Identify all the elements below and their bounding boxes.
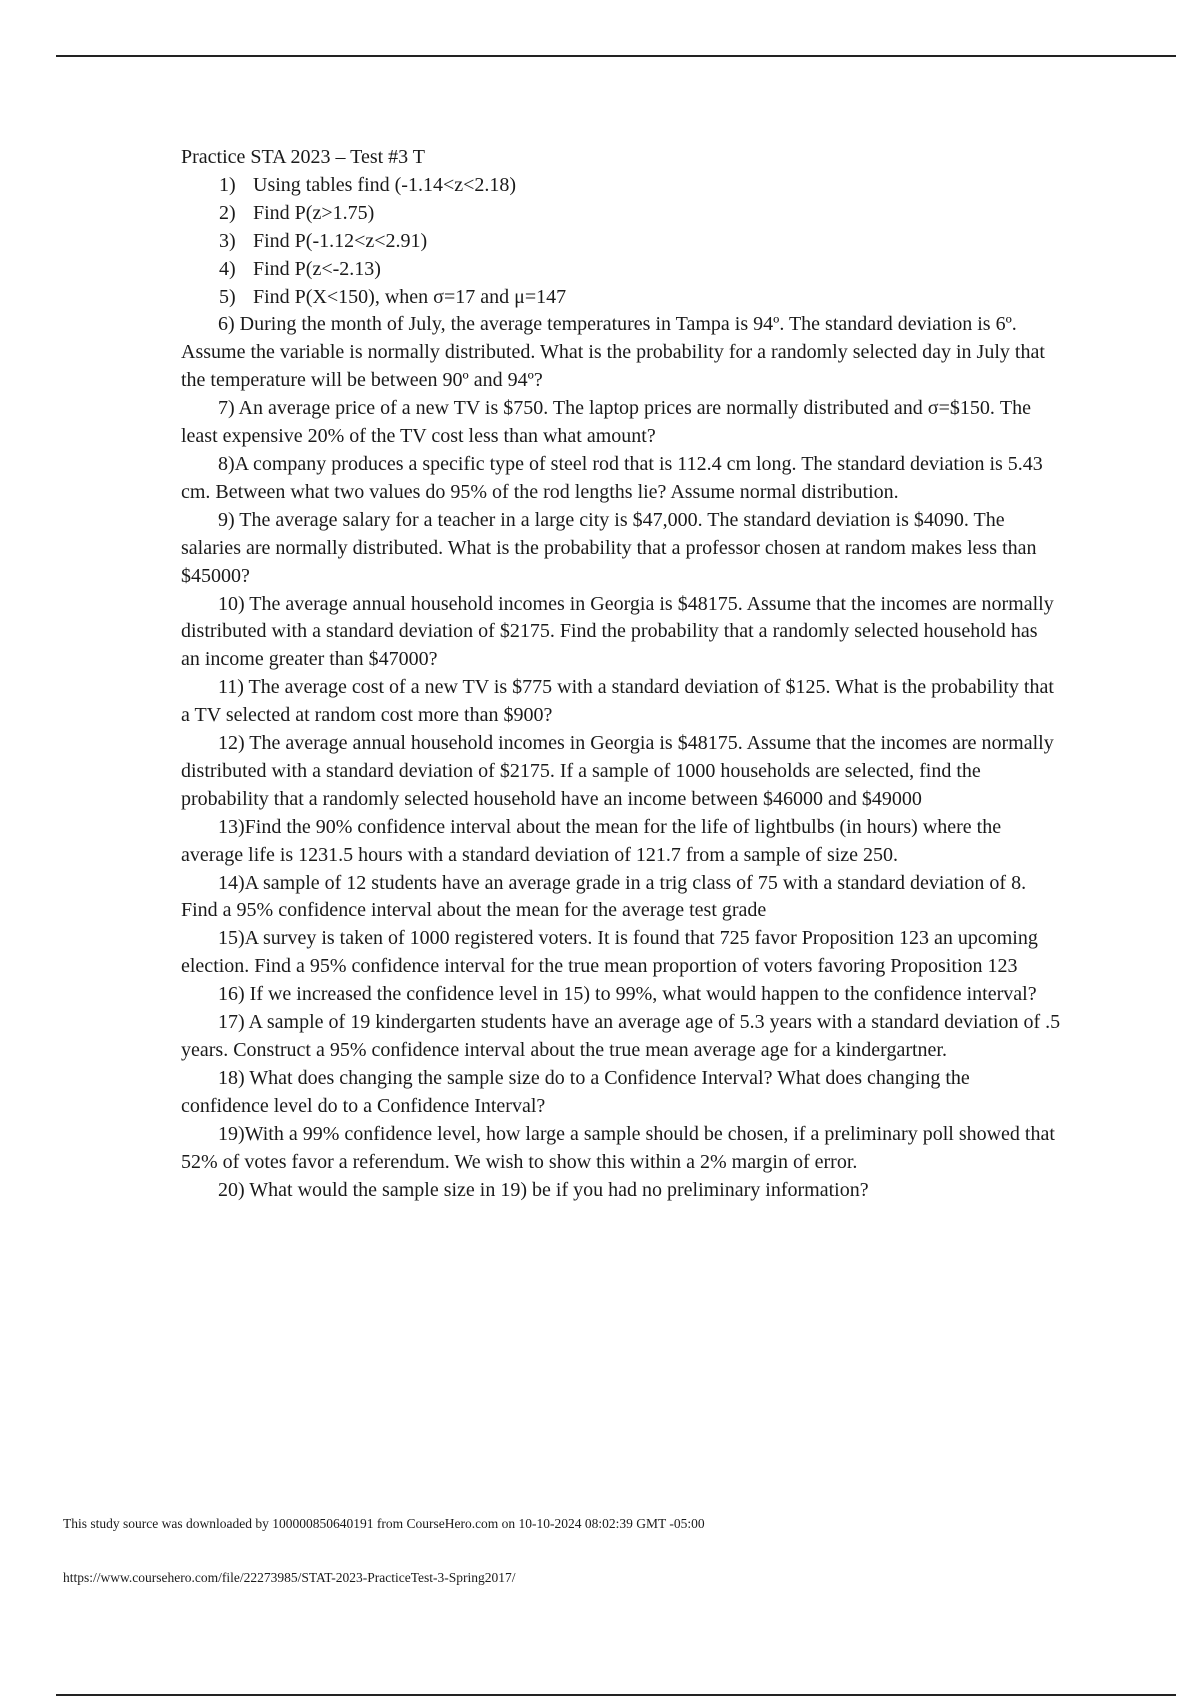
question-paragraph: 6) During the month of July, the average temperatures in Tampa is 94º. The standard deviation is 6º. Assume the variable is normally distributed. What is the probability for a randomly selected day in July that the temperature will be between 90º and 94º?	[181, 313, 1045, 392]
numbered-question-list	[181, 172, 1061, 312]
list-item: 4) Find P(z<-2.13)	[219, 257, 381, 280]
list-item: 2) Find P(z>1.75)	[219, 201, 375, 224]
question-paragraph: 10) The average annual household incomes in Georgia is $48175. Assume that the incomes are normally distributed with a standard deviation of $2175. Find the probability that a randomly selected household has an income greater than $47000?	[181, 592, 1054, 671]
question-paragraph: 8)A company produces a specific type of steel rod that is 112.4 cm long. The standard deviation is 5.43 cm. Between what two values do 95% of the rod lengths lie? Assume normal distribution.	[181, 452, 1043, 503]
list-item: 5) Find P(X<150), when σ=17 and μ=147	[219, 285, 567, 308]
question-paragraph: 7) An average price of a new TV is $750. The laptop prices are normally distributed and σ=$150. The least expensive 20% of the TV cost less than what amount?	[181, 397, 1031, 448]
question-paragraph: 9) The average salary for a teacher in a large city is $47,000. The standard deviation is $4090. The salaries are normally distributed. What is the probability that a professor chosen at random makes less than $45000?	[181, 508, 1037, 587]
question-paragraph: 16) If we increased the confidence level in 15) to 99%, what would happen to the confidence interval?	[218, 983, 1037, 1006]
question-paragraph: 17) A sample of 19 kindergarten students have an average age of 5.3 years with a standard deviation of .5 years. Construct a 95% confidence interval about the true mean average age for a kindergartner.	[181, 1011, 1061, 1061]
list-item: 1) Using tables find (-1.14<z<2.18)	[219, 173, 517, 196]
bottom-rule	[56, 1694, 1176, 1696]
question-paragraph: 20) What would the sample size in 19) be if you had no preliminary information?	[218, 1178, 869, 1201]
question-paragraph: 19)With a 99% confidence level, how large a sample should be chosen, if a preliminary poll showed that 52% of votes favor a referendum. We wish to show this within a 2% margin of error.	[181, 1122, 1055, 1173]
question-paragraph: 11) The average cost of a new TV is $775 with a standard deviation of $125. What is the probability that a TV selected at random cost more than $900?	[181, 676, 1054, 727]
question-paragraph: 13)Find the 90% confidence interval about the mean for the life of lightbulbs (in hours) where the average life is 1231.5 hours with a standard deviation of 121.7 from a sample of size 250.	[181, 815, 1002, 866]
list-item: 3) Find P(-1.12<z<2.91)	[219, 229, 428, 252]
document-title: Practice STA 2023 – Test #3 T	[181, 146, 426, 168]
document-body	[181, 144, 1061, 1204]
download-source-note: This study source was downloaded by 100000850640191 from CourseHero.com on 10-10-2024 08:02:39 GMT -05:00	[63, 1516, 705, 1531]
question-paragraph: 14)A sample of 12 students have an average grade in a trig class of 75 with a standard deviation of 8. Find a 95% confidence interval about the mean for the average test grade	[181, 871, 1027, 922]
source-url: https://www.coursehero.com/file/22273985/STAT-2023-PracticeTest-3-Spring2017/	[63, 1570, 516, 1585]
question-paragraph: 12) The average annual household incomes in Georgia is $48175. Assume that the incomes are normally distributed with a standard deviation of $2175. If a sample of 1000 households are selected, find the probability that a randomly selected household have an income between $46000 and $49000	[181, 732, 1054, 810]
top-rule	[56, 55, 1176, 57]
question-paragraph: 18) What does changing the sample size do to a Confidence Interval? What does changing the confidence level do to a Confidence Interval?	[181, 1066, 970, 1117]
question-paragraph: 15)A survey is taken of 1000 registered voters. It is found that 725 favor Proposition 123 an upcoming election. Find a 95% confidence interval for the true mean proportion of voters favoring Proposition 123	[181, 927, 1038, 978]
